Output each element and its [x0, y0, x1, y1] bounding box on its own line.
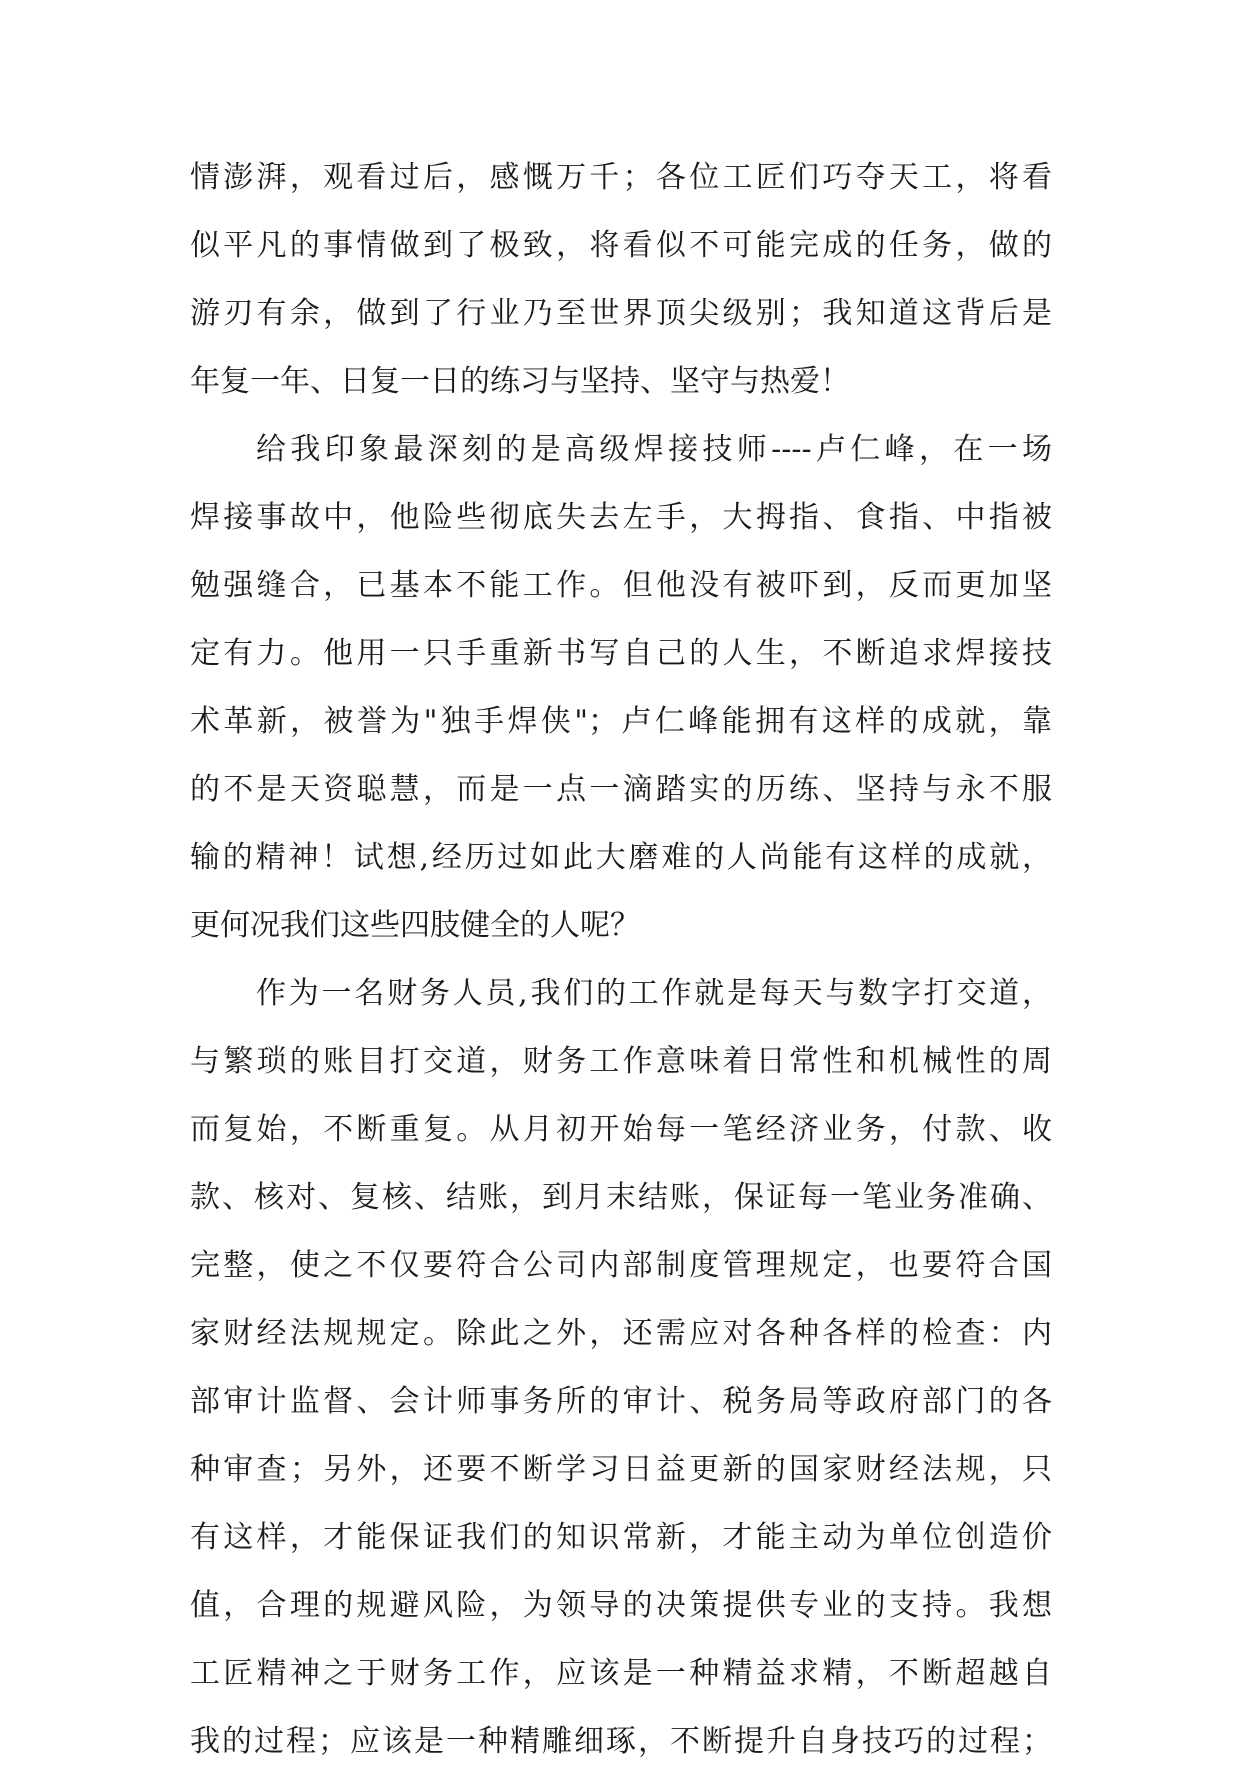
text-line: 的不是天资聪慧，而是一点一滴踏实的历练、坚持与永不服 — [190, 772, 1052, 807]
text-line: 术革新，被誉为"独手焊侠"；卢仁峰能拥有这样的成就，靠 — [190, 704, 1052, 739]
text-line: 家财经法规规定。除此之外，还需应对各种各样的检查：内 — [190, 1316, 1052, 1351]
text-line: 作为一名财务人员,我们的工作就是每天与数字打交道， — [256, 976, 1052, 1011]
text-line: 有这样，才能保证我们的知识常新，才能主动为单位创造价 — [190, 1520, 1052, 1555]
text-line: 给我印象最深刻的是高级焊接技师----卢仁峰，在一场 — [256, 432, 1052, 467]
text-line: 勉强缝合，已基本不能工作。但他没有被吓到，反而更加坚 — [190, 568, 1052, 603]
document-body — [190, 158, 1052, 1790]
text-line: 焊接事故中，他险些彻底失去左手，大拇指、食指、中指被 — [190, 500, 1052, 535]
text-line: 种审查；另外，还要不断学习日益更新的国家财经法规，只 — [190, 1452, 1052, 1487]
text-line: 情澎湃，观看过后，感慨万千；各位工匠们巧夺天工，将看 — [190, 160, 1052, 195]
text-line: 我的过程；应该是一种精雕细琢，不断提升自身技巧的过程； — [190, 1724, 1052, 1759]
text-line: 值，合理的规避风险，为领导的决策提供专业的支持。我想 — [190, 1588, 1052, 1623]
text-line: 而复始，不断重复。从月初开始每一笔经济业务，付款、收 — [190, 1112, 1052, 1147]
text-line: 似平凡的事情做到了极致，将看似不可能完成的任务，做的 — [190, 228, 1052, 263]
text-line: 与繁琐的账目打交道，财务工作意味着日常性和机械性的周 — [190, 1044, 1052, 1079]
text-line: 部审计监督、会计师事务所的审计、税务局等政府部门的各 — [190, 1384, 1052, 1419]
text-line: 定有力。他用一只手重新书写自己的人生，不断追求焊接技 — [190, 636, 1052, 671]
text-line: 完整，使之不仅要符合公司内部制度管理规定，也要符合国 — [190, 1248, 1052, 1283]
text-line: 年复一年、日复一日的练习与坚持、坚守与热爱！ — [190, 364, 850, 399]
text-line: 输的精神！试想,经历过如此大磨难的人尚能有这样的成就， — [190, 840, 1052, 875]
text-line: 更何况我们这些四肢健全的人呢？ — [190, 908, 640, 943]
text-line: 款、核对、复核、结账，到月末结账，保证每一笔业务准确、 — [190, 1180, 1052, 1215]
text-line: 游刃有余，做到了行业乃至世界顶尖级别；我知道这背后是 — [190, 296, 1052, 331]
text-line: 工匠精神之于财务工作，应该是一种精益求精，不断超越自 — [190, 1656, 1052, 1691]
